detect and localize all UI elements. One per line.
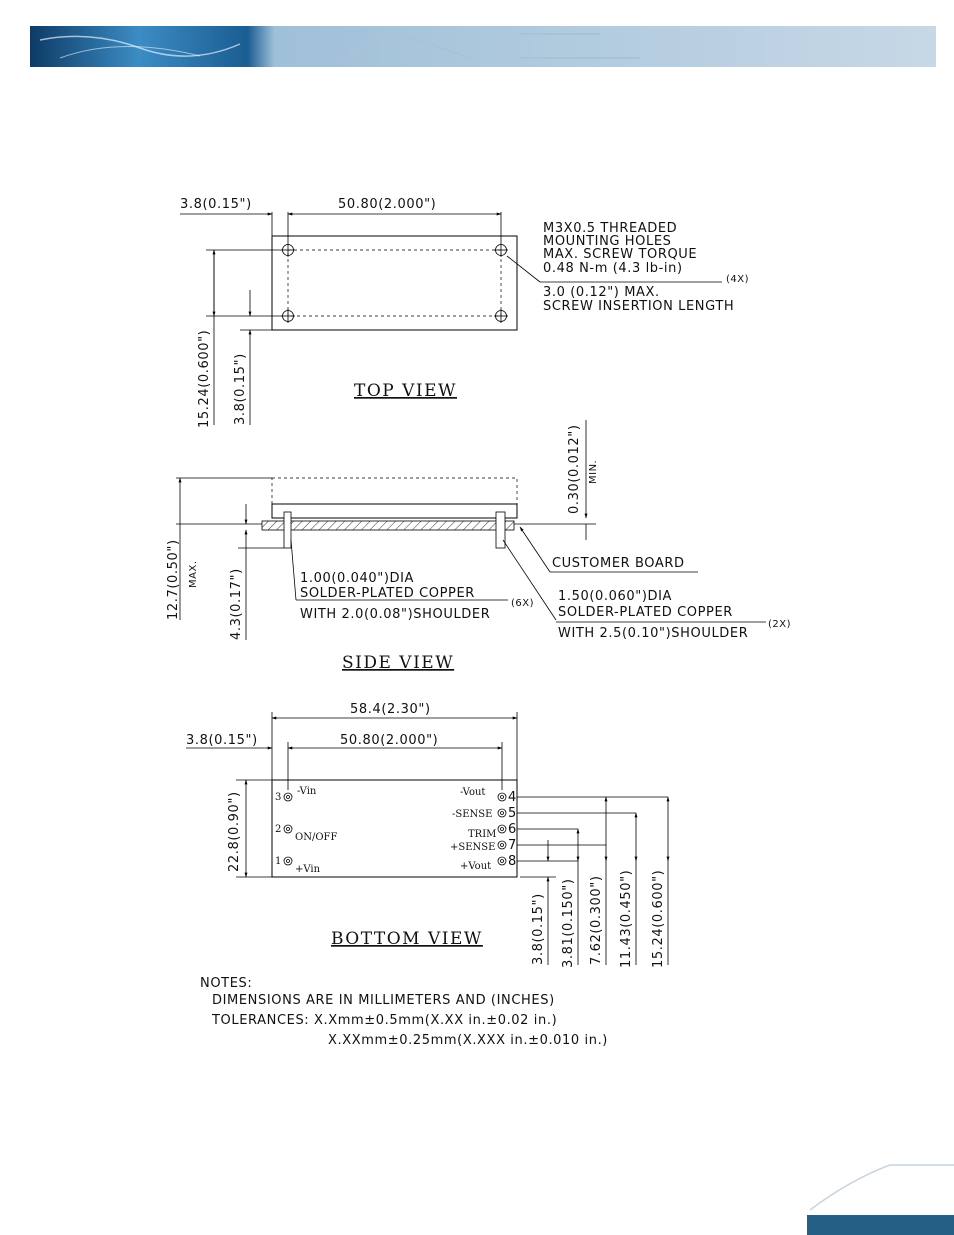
side-dim-total-height: 12.7(0.50")	[166, 539, 181, 620]
callout-line-3: MAX. SCREW TORQUE	[543, 247, 698, 262]
bottom-dim-pin-span: 50.80(2.000")	[340, 733, 439, 748]
top-dim-bottom-offset: 3.8(0.15")	[233, 353, 248, 425]
pin-7-label: +SENSE	[450, 842, 496, 853]
pin-2-number: 2	[275, 824, 282, 835]
pin-8-label: +Vout	[460, 861, 492, 872]
top-view-title: TOP VIEW	[354, 381, 457, 401]
pin-6-number: 6	[508, 822, 517, 837]
top-dim-left-offset: 3.8(0.15")	[180, 197, 252, 212]
pin-large-line-2: SOLDER-PLATED COPPER	[558, 605, 733, 620]
pin-5-number: 5	[508, 806, 517, 821]
bottom-view-title: BOTTOM VIEW	[331, 929, 483, 949]
pin-2	[284, 825, 292, 833]
pin-7-number: 7	[508, 838, 517, 853]
side-view-title: SIDE VIEW	[342, 653, 455, 673]
pin-8	[498, 857, 506, 865]
pin-small-line-2: SOLDER-PLATED COPPER	[300, 586, 475, 601]
side-dim-gap-suffix: MIN.	[588, 459, 599, 484]
pin-6	[498, 825, 506, 833]
pin-small-line-1: 1.00(0.040")DIA	[300, 571, 415, 586]
pin-5	[498, 809, 506, 817]
callout-line-5: 3.0 (0.12") MAX.	[543, 285, 660, 300]
callout-line-4: 0.48 N-m (4.3 lb-in)	[543, 261, 683, 276]
callout-line-2: MOUNTING HOLES	[543, 234, 672, 249]
pin-3-number: 3	[275, 792, 282, 803]
pin-5-label: -SENSE	[452, 809, 493, 820]
pin-8-number: 8	[508, 854, 517, 869]
pin-large-qty: (2X)	[768, 619, 792, 630]
header-banner	[30, 26, 936, 67]
notes-heading: NOTES:	[200, 976, 253, 991]
customer-board-label: CUSTOMER BOARD	[552, 556, 685, 571]
callout-qty: (4X)	[726, 274, 750, 285]
bottom-dim-height: 22.8(0.90")	[227, 791, 242, 872]
pin-dim-5: 15.24(0.600")	[651, 869, 666, 968]
notes-line-3: X.XXmm±0.25mm(X.XXX in.±0.010 in.)	[328, 1033, 608, 1048]
side-dim-pin-length: 4.3(0.17")	[229, 568, 244, 640]
pin-4	[498, 793, 506, 801]
pin-6-label: TRIM	[468, 829, 497, 840]
mounting-hole	[281, 309, 295, 323]
mounting-hole	[494, 243, 508, 257]
bottom-dim-total-width: 58.4(2.30")	[350, 702, 431, 717]
pin-3	[284, 793, 292, 801]
top-dim-height: 15.24(0.600")	[197, 329, 212, 428]
notes-line-2: TOLERANCES: X.Xmm±0.5mm(X.XX in.±0.02 in.)	[212, 1013, 558, 1028]
pin-1	[284, 857, 292, 865]
pin-2-label: ON/OFF	[295, 832, 338, 843]
pin-dim-3: 7.62(0.300")	[589, 875, 604, 965]
callout-line-6: SCREW INSERTION LENGTH	[543, 299, 735, 314]
bottom-dim-left-offset: 3.8(0.15")	[186, 733, 258, 748]
notes-line-1: DIMENSIONS ARE IN MILLIMETERS AND (INCHES)	[212, 993, 555, 1008]
pin-small-line-3: WITH 2.0(0.08")SHOULDER	[300, 607, 491, 622]
side-dim-total-height-suffix: MAX.	[188, 560, 199, 588]
side-dim-gap: 0.30(0.012")	[567, 424, 582, 514]
pin-1-number: 1	[275, 856, 282, 867]
pin-dim-1: 3.8(0.15")	[531, 893, 546, 965]
pin-dim-2: 3.81(0.150")	[561, 878, 576, 968]
pin-dim-4: 11.43(0.450")	[619, 869, 634, 968]
callout-line-1: M3X0.5 THREADED	[543, 221, 678, 236]
pin-small-qty: (6X)	[511, 598, 535, 609]
pin-large-line-1: 1.50(0.060")DIA	[558, 589, 673, 604]
pin-4-number: 4	[508, 790, 517, 805]
footer-decoration	[807, 1165, 954, 1235]
pin-3-label: -Vin	[297, 786, 317, 797]
pin-large-line-3: WITH 2.5(0.10")SHOULDER	[558, 626, 749, 641]
pin-7	[498, 841, 506, 849]
mounting-hole	[281, 243, 295, 257]
pin-4-label: -Vout	[460, 787, 486, 798]
mounting-hole	[494, 309, 508, 323]
pin-1-label: +Vin	[295, 864, 321, 875]
top-dim-width: 50.80(2.000")	[338, 197, 437, 212]
